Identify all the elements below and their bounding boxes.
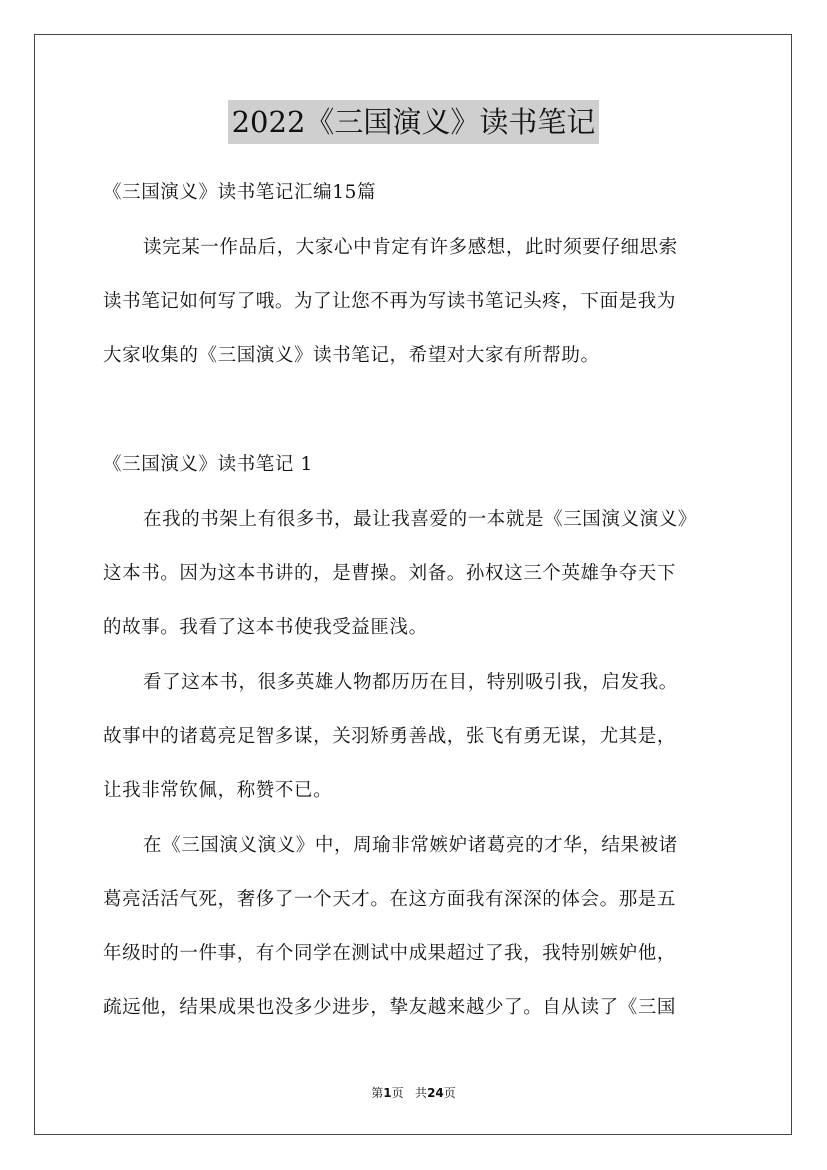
paragraph2-line-1: 看了这本书，很多英雄人物都历历在目，特别吸引我，启发我。 xyxy=(143,672,678,693)
paragraph1-line-3: 的故事。我看了这本书使我受益匪浅。 xyxy=(103,617,428,638)
document-subtitle: 《三国演义》读书笔记汇编15篇 xyxy=(103,182,377,203)
footer-page-number: 1 xyxy=(383,1086,392,1100)
intro-line-1: 读完某一作品后，大家心中肯定有许多感想，此时须要仔细思索 xyxy=(143,237,678,258)
footer-prefix: 第 xyxy=(371,1086,384,1100)
paragraph3-line-2: 葛亮活活气死，奢侈了一个天才。在这方面我有深深的体会。那是五 xyxy=(103,889,677,910)
footer-page-unit: 页 xyxy=(391,1086,404,1100)
footer-total-unit: 页 xyxy=(443,1086,456,1100)
paragraph3-line-1: 在《三国演义演义》中，周瑜非常嫉妒诸葛亮的才华，结果被诸 xyxy=(143,835,678,856)
title-container xyxy=(0,100,827,144)
footer-total-pages: 24 xyxy=(427,1086,444,1100)
intro-line-3: 大家收集的《三国演义》读书笔记，希望对大家有所帮助。 xyxy=(103,345,600,366)
intro-line-2: 读书笔记如何写了哦。为了让您不再为写读书笔记头疼，下面是我为 xyxy=(103,291,677,312)
paragraph3-line-4: 疏远他，结果成果也没多少进步，挚友越来越少了。自从读了《三国 xyxy=(103,997,677,1018)
section-heading: 《三国演义》读书笔记 1 xyxy=(103,454,313,475)
paragraph3-line-3: 年级时的一件事，有个同学在测试中成果超过了我，我特别嫉妒他， xyxy=(103,943,677,964)
document-title: 2022《三国演义》读书笔记 xyxy=(228,100,600,144)
paragraph2-line-2: 故事中的诸葛亮足智多谋，关羽矫勇善战，张飞有勇无谋，尤其是， xyxy=(103,726,677,747)
footer-total-prefix: 共 xyxy=(415,1086,428,1100)
paragraph2-line-3: 让我非常钦佩，称赞不已。 xyxy=(103,780,333,801)
paragraph1-line-2: 这本书。因为这本书讲的，是曹操。刘备。孙权这三个英雄争夺天下 xyxy=(103,563,677,584)
page-footer xyxy=(0,1085,827,1101)
paragraph1-line-1: 在我的书架上有很多书，最让我喜爱的一本就是《三国演义演义》 xyxy=(143,509,697,530)
